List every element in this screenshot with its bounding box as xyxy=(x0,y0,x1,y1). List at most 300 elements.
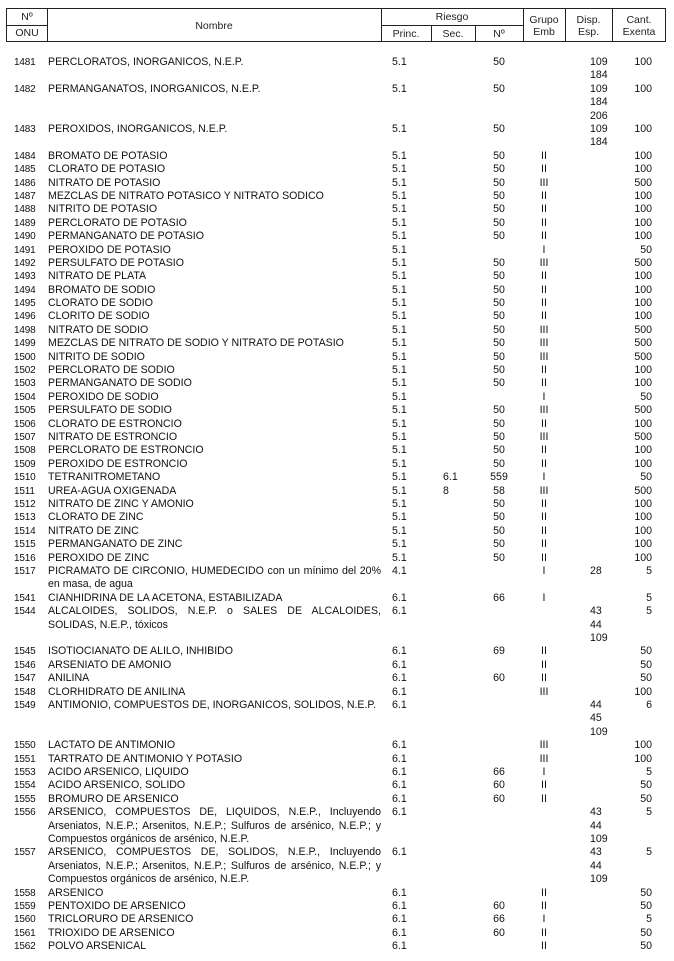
nombre-cell: PERMANGANATO DE ZINC xyxy=(48,538,183,551)
table-row xyxy=(0,217,674,230)
cant-exenta-cell: 100 xyxy=(634,524,652,537)
onu-cell: 1482 xyxy=(14,83,36,95)
onu-cell: 1492 xyxy=(14,257,36,269)
riesgo-num-cell: 50 xyxy=(493,337,505,350)
riesgo-princ-cell: 5.1 xyxy=(392,364,407,377)
nombre-cell: TRIOXIDO DE ARSENICO xyxy=(48,926,175,939)
cant-exenta-cell: 100 xyxy=(634,685,652,698)
riesgo-princ-cell: 6.1 xyxy=(392,645,407,658)
grupo-emb-cell: II xyxy=(541,511,547,524)
cant-exenta-cell: 100 xyxy=(634,444,652,457)
nombre-cell: ACIDO ARSENICO, LIQUIDO xyxy=(48,766,189,778)
nombre-cell: ANTIMONIO, COMPUESTOS DE, INORGANICOS, SOLIDOS, N.E.P. xyxy=(48,699,377,712)
grupo-emb-cell: II xyxy=(541,551,547,564)
disp-esp-value: 109 xyxy=(590,56,608,68)
onu-cell: 1517 xyxy=(14,565,36,577)
riesgo-num-cell: 66 xyxy=(493,913,505,926)
nombre-cell: PERMANGANATOS, INORGANICOS, N.E.P. xyxy=(48,82,261,95)
cant-exenta-cell: 6 xyxy=(646,699,652,712)
grupo-emb-cell: III xyxy=(539,323,549,336)
cant-exenta-cell: 50 xyxy=(640,779,652,792)
riesgo-princ-cell: 6.1 xyxy=(392,591,407,604)
disp-esp-cell xyxy=(590,56,614,83)
grupo-emb-cell: II xyxy=(541,203,547,216)
riesgo-num-cell: 66 xyxy=(493,591,505,604)
cant-exenta-cell: 50 xyxy=(640,672,652,685)
riesgo-princ-cell: 6.1 xyxy=(392,926,407,939)
riesgo-princ-cell: 5.1 xyxy=(392,256,407,269)
riesgo-num-cell: 50 xyxy=(493,457,505,470)
nombre-cell: TETRANITROMETANO xyxy=(48,471,161,484)
grupo-emb-cell: I xyxy=(542,471,546,484)
table-row xyxy=(0,324,674,337)
cant-exenta-cell: 5 xyxy=(646,564,652,577)
onu-cell: 1548 xyxy=(14,686,36,698)
onu-cell: 1551 xyxy=(14,753,36,765)
riesgo-num-cell: 50 xyxy=(493,511,505,524)
cant-exenta-cell: 5 xyxy=(646,591,652,604)
grupo-emb-cell: II xyxy=(541,444,547,457)
riesgo-princ-cell: 6.1 xyxy=(392,913,407,926)
cant-exenta-cell: 50 xyxy=(640,658,652,671)
table-header xyxy=(6,8,666,42)
cant-exenta-cell: 100 xyxy=(634,364,652,377)
table-row xyxy=(0,270,674,283)
riesgo-princ-cell: 5.1 xyxy=(392,417,407,430)
onu-cell: 1496 xyxy=(14,311,36,323)
disp-esp-cell xyxy=(590,83,614,123)
disp-esp-value: 43 xyxy=(590,605,602,618)
cant-exenta-cell: 100 xyxy=(634,283,652,296)
riesgo-princ-cell: 6.1 xyxy=(392,752,407,765)
riesgo-princ-cell: 6.1 xyxy=(392,766,407,778)
onu-cell: 1483 xyxy=(14,123,36,135)
riesgo-princ-cell: 5.1 xyxy=(392,216,407,229)
cant-exenta-cell: 100 xyxy=(634,511,652,524)
table-row xyxy=(0,310,674,323)
riesgo-num-cell: 60 xyxy=(493,779,505,792)
riesgo-princ-cell: 6.1 xyxy=(392,685,407,698)
grupo-emb-cell: I xyxy=(542,913,546,926)
nombre-cell: NITRATO DE ZINC xyxy=(48,524,139,537)
nombre-cell: MEZCLAS DE NITRATO DE SODIO Y NITRATO DE POTASIO xyxy=(48,337,344,350)
riesgo-num-cell: 50 xyxy=(493,323,505,336)
riesgo-princ-cell: 5.1 xyxy=(392,122,407,135)
nombre-cell: ARSENICO, COMPUESTOS DE, SOLIDOS, N.E.P., Incluyendo Arseniatos, N.E.P.; Arsenitos, N.E.P.; Sulfuros de arsénico, N.E.P.; y Compuestos orgánicos de arsénico, N.E.P. xyxy=(48,846,381,886)
onu-cell: 1490 xyxy=(14,231,36,243)
nombre-cell: NITRATO DE PLATA xyxy=(48,270,147,283)
cant-exenta-cell: 5 xyxy=(646,913,652,926)
riesgo-princ-cell: 6.1 xyxy=(392,940,407,953)
riesgo-num-cell: 50 xyxy=(493,497,505,510)
riesgo-num-cell: 559 xyxy=(490,471,508,484)
grupo-emb-cell: III xyxy=(539,404,549,417)
onu-cell: 1507 xyxy=(14,431,36,443)
riesgo-princ-cell: 5.1 xyxy=(392,189,407,202)
disp-esp-value: 43 xyxy=(590,806,602,819)
table-row xyxy=(0,230,674,243)
table-row xyxy=(0,444,674,457)
disp-esp-cell xyxy=(590,806,614,846)
cant-exenta-cell: 500 xyxy=(634,323,652,336)
onu-cell: 1499 xyxy=(14,338,36,350)
grupo-emb-cell: II xyxy=(541,270,547,283)
riesgo-princ-cell: 5.1 xyxy=(392,149,407,162)
riesgo-princ-cell: 5.1 xyxy=(392,337,407,350)
cant-exenta-cell: 50 xyxy=(640,390,652,403)
nombre-cell: PEROXIDO DE ESTRONCIO xyxy=(48,457,188,470)
cant-exenta-cell: 500 xyxy=(634,256,652,269)
cant-exenta-cell: 50 xyxy=(640,645,652,658)
onu-cell: 1550 xyxy=(14,740,36,752)
onu-cell: 1487 xyxy=(14,190,36,202)
cant-exenta-cell: 100 xyxy=(634,163,652,176)
disp-esp-cell xyxy=(590,605,614,645)
nombre-cell: NITRITO DE POTASIO xyxy=(48,203,158,216)
nombre-cell: ACIDO ARSENICO, SOLIDO xyxy=(48,779,186,792)
cant-exenta-cell: 500 xyxy=(634,337,652,350)
onu-cell: 1545 xyxy=(14,646,36,658)
grupo-emb-cell: II xyxy=(541,417,547,430)
riesgo-princ-cell: 5.1 xyxy=(392,538,407,551)
disp-esp-value: 45 xyxy=(590,712,602,725)
grupo-emb-cell: II xyxy=(541,926,547,939)
table-row xyxy=(0,404,674,417)
onu-cell: 1512 xyxy=(14,498,36,510)
grupo-emb-cell: II xyxy=(541,792,547,805)
disp-esp-cell xyxy=(590,846,614,886)
grupo-emb-cell: III xyxy=(539,430,549,443)
nombre-cell: BROMURO DE ARSENICO xyxy=(48,792,179,805)
riesgo-princ-cell: 6.1 xyxy=(392,779,407,792)
riesgo-num-cell: 50 xyxy=(493,524,505,537)
nombre-cell: ANILINA xyxy=(48,672,90,685)
nombre-cell: CIANHIDRINA DE LA ACETONA, ESTABILIZADA xyxy=(48,591,283,604)
cant-exenta-cell: 100 xyxy=(634,538,652,551)
table-row xyxy=(0,900,674,913)
cant-exenta-cell: 50 xyxy=(640,886,652,899)
cant-exenta-cell: 100 xyxy=(634,417,652,430)
nombre-cell: ARSENIATO DE AMONIO xyxy=(48,658,172,671)
grupo-emb-cell: I xyxy=(542,390,546,403)
disp-esp-value: 184 xyxy=(590,69,608,82)
riesgo-princ-cell: 5.1 xyxy=(392,444,407,457)
grupo-emb-cell: II xyxy=(541,899,547,912)
table-row xyxy=(0,337,674,350)
riesgo-num-cell: 50 xyxy=(493,538,505,551)
cant-exenta-cell: 100 xyxy=(634,189,652,202)
nombre-cell: ISOTIOCIANATO DE ALILO, INHIBIDO xyxy=(48,645,234,658)
riesgo-princ-cell: 6.1 xyxy=(392,658,407,671)
cant-exenta-cell: 100 xyxy=(634,739,652,752)
table-row xyxy=(0,739,674,752)
riesgo-princ-cell: 6.1 xyxy=(392,899,407,912)
disp-esp-cell xyxy=(590,565,614,578)
nombre-cell: PEROXIDO DE POTASIO xyxy=(48,243,171,256)
cant-exenta-cell: 100 xyxy=(634,216,652,229)
grupo-emb-cell: III xyxy=(539,484,549,497)
riesgo-sec-cell: 8 xyxy=(443,484,449,497)
grupo-emb-cell: III xyxy=(539,739,549,752)
riesgo-princ-cell: 5.1 xyxy=(392,524,407,537)
grupo-emb-cell: II xyxy=(541,779,547,792)
riesgo-num-cell: 60 xyxy=(493,792,505,805)
grupo-emb-cell: II xyxy=(541,149,547,162)
onu-cell: 1554 xyxy=(14,780,36,792)
disp-esp-value: 109 xyxy=(590,82,608,95)
table-row xyxy=(0,244,674,257)
table-row xyxy=(0,203,674,216)
onu-cell: 1509 xyxy=(14,458,36,470)
grupo-emb-cell: II xyxy=(541,377,547,390)
riesgo-princ-cell: 6.1 xyxy=(392,792,407,805)
header-onu-top: Nº xyxy=(21,11,33,23)
table-row xyxy=(0,458,674,471)
riesgo-princ-cell: 5.1 xyxy=(392,511,407,524)
table-row xyxy=(0,538,674,551)
onu-cell: 1559 xyxy=(14,900,36,912)
table-row xyxy=(0,806,674,846)
table-row xyxy=(0,592,674,605)
grupo-emb-cell: II xyxy=(541,310,547,323)
disp-esp-value: 43 xyxy=(590,846,602,859)
cant-exenta-cell: 100 xyxy=(634,56,652,68)
cant-exenta-cell: 5 xyxy=(646,846,652,859)
onu-cell: 1498 xyxy=(14,324,36,336)
table-row xyxy=(0,150,674,163)
grupo-emb-cell: II xyxy=(541,497,547,510)
riesgo-num-cell: 50 xyxy=(493,417,505,430)
table-row xyxy=(0,766,674,779)
table-row xyxy=(0,123,674,150)
riesgo-princ-cell: 5.1 xyxy=(392,82,407,95)
riesgo-num-cell: 50 xyxy=(493,283,505,296)
riesgo-princ-cell: 5.1 xyxy=(392,203,407,216)
table-row xyxy=(0,605,674,645)
riesgo-princ-cell: 6.1 xyxy=(392,806,407,819)
grupo-emb-cell: II xyxy=(541,189,547,202)
riesgo-num-cell: 50 xyxy=(493,149,505,162)
table-row xyxy=(0,351,674,364)
riesgo-num-cell: 50 xyxy=(493,310,505,323)
riesgo-princ-cell: 5.1 xyxy=(392,377,407,390)
riesgo-princ-cell: 5.1 xyxy=(392,297,407,310)
grupo-emb-cell: II xyxy=(541,457,547,470)
onu-cell: 1485 xyxy=(14,164,36,176)
nombre-cell: PERCLORATO DE SODIO xyxy=(48,364,175,377)
table-row xyxy=(0,83,674,123)
table-row xyxy=(0,927,674,940)
table-row xyxy=(0,56,674,83)
riesgo-princ-cell: 6.1 xyxy=(392,886,407,899)
grupo-emb-cell: II xyxy=(541,364,547,377)
nombre-cell: PERCLORATO DE ESTRONCIO xyxy=(48,444,204,457)
grupo-emb-cell: III xyxy=(539,350,549,363)
nombre-cell: PICRAMATO DE CIRCONIO, HUMEDECIDO con un mínimo del 20% en masa, de agua xyxy=(48,564,381,591)
header-cant-bottom: Exenta xyxy=(622,26,656,38)
disp-esp-cell xyxy=(590,699,614,739)
riesgo-princ-cell: 5.1 xyxy=(392,230,407,243)
disp-esp-value: 184 xyxy=(590,136,608,149)
riesgo-num-cell: 50 xyxy=(493,176,505,189)
table-row xyxy=(0,913,674,926)
table-row xyxy=(0,177,674,190)
header-disp-bottom: Esp. xyxy=(577,26,599,38)
nombre-cell: CLORATO DE ESTRONCIO xyxy=(48,417,182,430)
riesgo-princ-cell: 5.1 xyxy=(392,56,407,68)
table-row xyxy=(0,645,674,658)
riesgo-num-cell: 69 xyxy=(493,645,505,658)
grupo-emb-cell: III xyxy=(539,256,549,269)
header-num: Nº xyxy=(493,28,505,40)
table-row xyxy=(0,779,674,792)
table-row xyxy=(0,846,674,886)
riesgo-princ-cell: 5.1 xyxy=(392,163,407,176)
header-cant-top: Cant. xyxy=(626,14,652,26)
grupo-emb-cell: II xyxy=(541,940,547,953)
riesgo-princ-cell: 5.1 xyxy=(392,551,407,564)
nombre-cell: CLORATO DE ZINC xyxy=(48,511,144,524)
nombre-cell: NITRATO DE ESTRONCIO xyxy=(48,430,178,443)
nombre-cell: PEROXIDO DE SODIO xyxy=(48,390,159,403)
onu-cell: 1500 xyxy=(14,351,36,363)
riesgo-num-cell: 50 xyxy=(493,444,505,457)
nombre-cell: LACTATO DE ANTIMONIO xyxy=(48,739,176,752)
onu-cell: 1516 xyxy=(14,552,36,564)
onu-cell: 1557 xyxy=(14,847,36,859)
riesgo-num-cell: 50 xyxy=(493,203,505,216)
riesgo-princ-cell: 6.1 xyxy=(392,699,407,712)
grupo-emb-cell: II xyxy=(541,230,547,243)
header-grupo-bottom: Emb xyxy=(533,26,555,38)
table-row xyxy=(0,377,674,390)
nombre-cell: CLORATO DE POTASIO xyxy=(48,163,166,176)
onu-cell: 1494 xyxy=(14,284,36,296)
onu-cell: 1506 xyxy=(14,418,36,430)
cant-exenta-cell: 100 xyxy=(634,297,652,310)
nombre-cell: CLORHIDRATO DE ANILINA xyxy=(48,685,186,698)
cant-exenta-cell: 5 xyxy=(646,605,652,618)
table-row xyxy=(0,364,674,377)
table-row xyxy=(0,485,674,498)
grupo-emb-cell: II xyxy=(541,672,547,685)
header-grupo-top: Grupo xyxy=(529,14,559,26)
riesgo-princ-cell: 5.1 xyxy=(392,484,407,497)
table-row xyxy=(0,431,674,444)
riesgo-sec-cell: 6.1 xyxy=(443,471,458,484)
cant-exenta-cell: 50 xyxy=(640,926,652,939)
table-row xyxy=(0,940,674,953)
cant-exenta-cell: 500 xyxy=(634,430,652,443)
cant-exenta-cell: 50 xyxy=(640,243,652,256)
table-row xyxy=(0,672,674,685)
nombre-cell: CLORITO DE SODIO xyxy=(48,310,150,323)
grupo-emb-cell: II xyxy=(541,538,547,551)
cant-exenta-cell: 100 xyxy=(634,122,652,135)
table-row xyxy=(0,699,674,739)
disp-esp-value: 109 xyxy=(590,832,608,845)
riesgo-num-cell: 50 xyxy=(493,364,505,377)
riesgo-num-cell: 50 xyxy=(493,189,505,202)
table-row xyxy=(0,793,674,806)
riesgo-princ-cell: 5.1 xyxy=(392,390,407,403)
nombre-cell: BROMATO DE POTASIO xyxy=(48,149,168,162)
disp-esp-value: 206 xyxy=(590,109,608,122)
cant-exenta-cell: 100 xyxy=(634,230,652,243)
disp-esp-value: 109 xyxy=(590,873,608,886)
nombre-cell: ALCALOIDES, SOLIDOS, N.E.P. o SALES DE ALCALOIDES, SOLIDAS, N.E.P., tóxicos xyxy=(48,605,381,631)
nombre-cell: PEROXIDOS, INORGANICOS, N.E.P. xyxy=(48,122,228,135)
table-row xyxy=(0,659,674,672)
disp-esp-value: 109 xyxy=(590,632,608,645)
riesgo-princ-cell: 5.1 xyxy=(392,457,407,470)
onu-cell: 1562 xyxy=(14,941,36,953)
cant-exenta-cell: 50 xyxy=(640,471,652,484)
table-row xyxy=(0,190,674,203)
onu-cell: 1515 xyxy=(14,539,36,551)
cant-exenta-cell: 100 xyxy=(634,149,652,162)
grupo-emb-cell: III xyxy=(539,752,549,765)
onu-cell: 1504 xyxy=(14,391,36,403)
table-row xyxy=(0,511,674,524)
onu-cell: 1513 xyxy=(14,512,36,524)
nombre-cell: PERCLORATO DE POTASIO xyxy=(48,216,187,229)
onu-cell: 1505 xyxy=(14,405,36,417)
cant-exenta-cell: 100 xyxy=(634,270,652,283)
disp-esp-value: 184 xyxy=(590,96,608,109)
table-row xyxy=(0,552,674,565)
cant-exenta-cell: 100 xyxy=(634,310,652,323)
nombre-cell: MEZCLAS DE NITRATO POTASICO Y NITRATO SODICO xyxy=(48,189,324,202)
nombre-cell: PERMANGANATO DE POTASIO xyxy=(48,230,204,243)
onu-cell: 1560 xyxy=(14,914,36,926)
onu-cell: 1502 xyxy=(14,365,36,377)
grupo-emb-cell: II xyxy=(541,645,547,658)
riesgo-num-cell: 50 xyxy=(493,216,505,229)
cant-exenta-cell: 100 xyxy=(634,82,652,95)
cant-exenta-cell: 500 xyxy=(634,484,652,497)
riesgo-num-cell: 66 xyxy=(493,766,505,778)
cant-exenta-cell: 50 xyxy=(640,899,652,912)
riesgo-princ-cell: 5.1 xyxy=(392,323,407,336)
nombre-cell: PERCLORATOS, INORGANICOS, N.E.P. xyxy=(48,56,244,68)
disp-esp-value: 44 xyxy=(590,819,602,832)
onu-cell: 1553 xyxy=(14,767,36,778)
table-row xyxy=(0,887,674,900)
onu-cell: 1556 xyxy=(14,807,36,819)
grupo-emb-cell: I xyxy=(542,766,546,778)
onu-cell: 1508 xyxy=(14,445,36,457)
table-row xyxy=(0,391,674,404)
riesgo-num-cell: 60 xyxy=(493,672,505,685)
table-body xyxy=(0,56,674,954)
cant-exenta-cell: 100 xyxy=(634,752,652,765)
nombre-cell: PERMANGANATO DE SODIO xyxy=(48,377,192,390)
riesgo-num-cell: 50 xyxy=(493,551,505,564)
riesgo-num-cell: 50 xyxy=(493,350,505,363)
nombre-cell: ARSENICO xyxy=(48,886,104,899)
riesgo-princ-cell: 4.1 xyxy=(392,564,407,577)
table-row xyxy=(0,565,674,592)
nombre-cell: BROMATO DE SODIO xyxy=(48,283,156,296)
nombre-cell: PERSULFATO DE POTASIO xyxy=(48,256,184,269)
onu-cell: 1555 xyxy=(14,793,36,805)
grupo-emb-cell: III xyxy=(539,337,549,350)
table-row xyxy=(0,525,674,538)
disp-esp-value: 44 xyxy=(590,618,602,631)
onu-cell: 1484 xyxy=(14,150,36,162)
cant-exenta-cell: 100 xyxy=(634,457,652,470)
